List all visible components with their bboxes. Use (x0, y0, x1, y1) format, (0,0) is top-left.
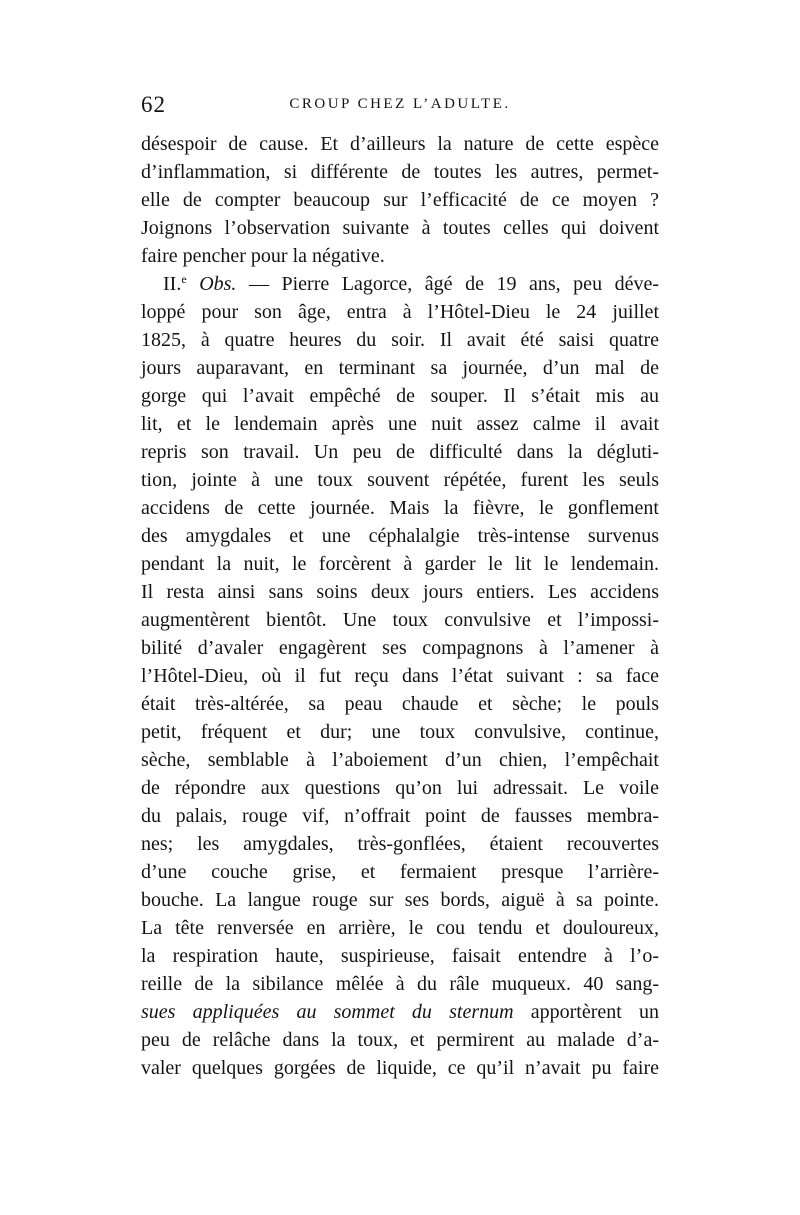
italic-text-line (141, 998, 659, 1026)
text-line: bouche. La langue rouge sur ses bords, aiguë à sa pointe. (141, 889, 659, 911)
line-text-rest: apportèrent un (513, 1001, 659, 1023)
text-line: petit, fréquent et dur; une toux convulsive, continue, (141, 721, 659, 743)
text-line: accidens de cette journée. Mais la fièvre, le gonflement (141, 497, 659, 519)
text-line: elle de compter beaucoup sur l’efficacité de ce moyen ? (141, 189, 659, 211)
text-line: des amygdales et une céphalalgie très-intense survenus (141, 525, 659, 547)
text-line: sèche, semblable à l’aboiement d’un chien, l’empêchait (141, 749, 659, 771)
text-line: désespoir de cause. Et d’ailleurs la nature de cette espèce (141, 133, 659, 155)
text-line: 1825, à quatre heures du soir. Il avait été saisi quatre (141, 329, 659, 351)
text-line: loppé pour son âge, entra à l’Hôtel-Dieu le 24 juillet (141, 301, 659, 323)
observation-line-text: — Pierre Lagorce, âgé de 19 ans, peu déve- (236, 273, 660, 295)
text-line: gorge qui l’avait empêché de souper. Il s’était mis au (141, 385, 659, 407)
running-head (141, 92, 659, 120)
text-line: reille de la sibilance mêlée à du râle muqueux. 40 sang- (141, 973, 659, 995)
text-line: valer quelques gorgées de liquide, ce qu’il n’avait pu faire (141, 1057, 659, 1079)
text-line: pendant la nuit, le forcèrent à garder le lit le lendemain. (141, 553, 659, 575)
observation-heading-line (141, 270, 659, 298)
text-line: Il resta ainsi sans soins deux jours entiers. Les accidens (141, 581, 659, 603)
text-line: était très-altérée, sa peau chaude et sèche; le pouls (141, 693, 659, 715)
text-line: du palais, rouge vif, n’offrait point de fausses membra- (141, 805, 659, 827)
text-line: faire pencher pour la négative. (141, 245, 385, 267)
text-line: lit, et le lendemain après une nuit assez calme il avait (141, 413, 659, 435)
observation-ordinal-superscript: e (181, 272, 187, 286)
text-line: La tête renversée en arrière, le cou tendu et douloureux, (141, 917, 659, 939)
text-line: l’Hôtel-Dieu, où il fut reçu dans l’état suivant : sa face (141, 665, 659, 687)
text-line: d’une couche grise, et fermaient presque l’arrière- (141, 861, 659, 883)
text-line: peu de relâche dans la toux, et permirent au malade d’a- (141, 1029, 659, 1051)
text-line: de répondre aux questions qu’on lui adressait. Le voile (141, 777, 659, 799)
text-line: la respiration haute, suspirieuse, faisait entendre à l’o- (141, 945, 659, 967)
text-line: tion, jointe à une toux souvent répétée, furent les seuls (141, 469, 659, 491)
text-line: d’inflammation, si différente de toutes les autres, permet- (141, 161, 659, 183)
text-line: augmentèrent bientôt. Une toux convulsive et l’impossi- (141, 609, 659, 631)
observation-number: II. (163, 273, 182, 295)
text-line: jours auparavant, en terminant sa journée, d’un mal de (141, 357, 659, 379)
body-text (141, 130, 659, 1082)
page-number: 62 (141, 92, 166, 117)
text-line: bilité d’avaler engagèrent ses compagnons à l’amener à (141, 637, 659, 659)
text-line: Joignons l’observation suivante à toutes celles qui doivent (141, 217, 659, 239)
running-title: CROUP CHEZ L’ADULTE. (289, 96, 511, 112)
italic-phrase: sues appliquées au sommet du sternum (141, 1001, 514, 1023)
text-line: nes; les amygdales, très-gonflées, étaient recouvertes (141, 833, 659, 855)
text-line: repris son travail. Un peu de difficulté dans la dégluti- (141, 441, 659, 463)
observation-label: Obs. (199, 273, 237, 295)
